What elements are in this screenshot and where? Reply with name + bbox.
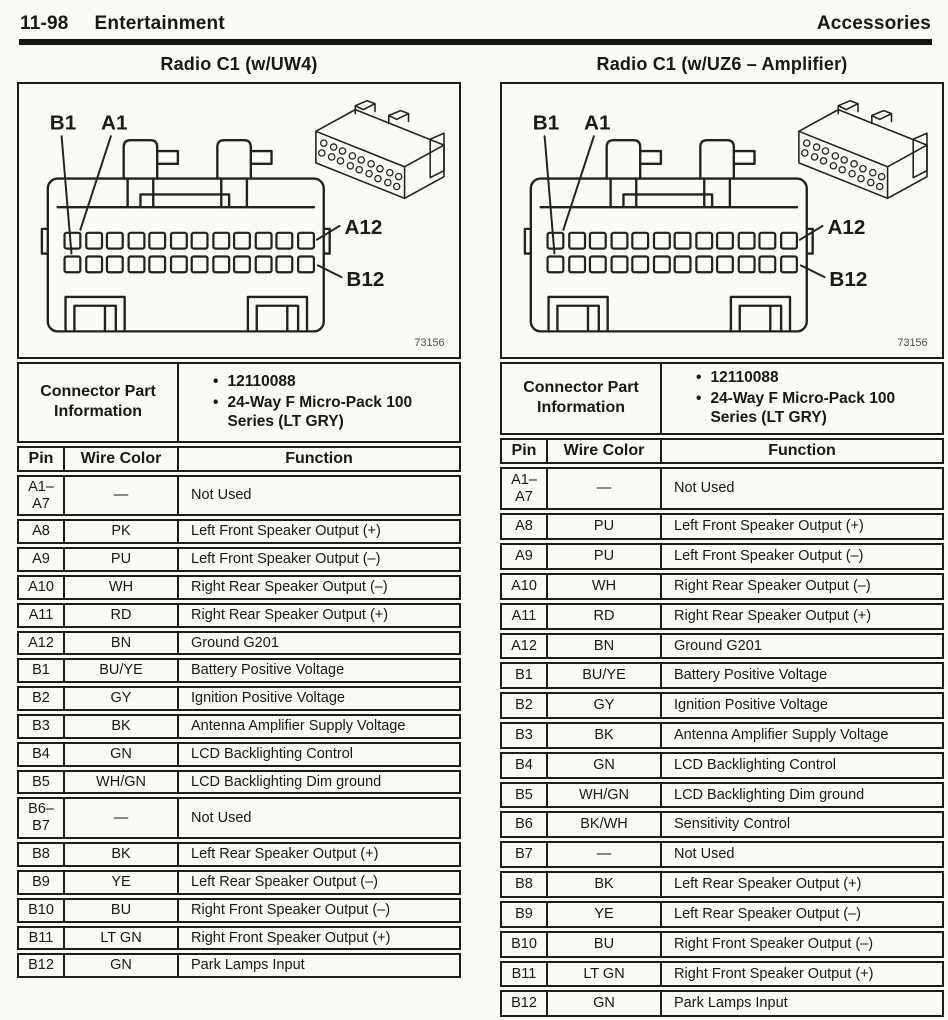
- wire-color-cell: GN: [548, 990, 662, 1017]
- function-cell: Ignition Positive Voltage: [179, 686, 461, 711]
- wire-color-cell: YE: [65, 870, 179, 895]
- pin-row: [17, 658, 461, 683]
- pin-row: [500, 901, 944, 928]
- wire-color-cell: GY: [548, 692, 662, 719]
- pin-cell: B3: [500, 722, 548, 749]
- pin-cell: B4: [17, 742, 65, 767]
- part-description-item: • 24-Way F Micro-Pack 100 Series (LT GRY): [696, 389, 896, 426]
- connector-3d-view: [799, 101, 927, 199]
- pin-cell: B6: [500, 811, 548, 838]
- connector-part-info-label: Connector Part Information: [500, 362, 662, 435]
- pin-row: [500, 811, 944, 838]
- wire-color-cell: BK: [548, 871, 662, 898]
- connector-line-art: [19, 84, 459, 357]
- function-cell: Not Used: [662, 467, 944, 511]
- column-header-row: [17, 446, 461, 472]
- page-header: [0, 0, 948, 35]
- function-cell: Sensitivity Control: [662, 811, 944, 838]
- pin-cell: A1– A7: [500, 467, 548, 511]
- pin-row: [17, 631, 461, 656]
- pin-row: [17, 898, 461, 923]
- connector-part-info-row: [500, 362, 944, 435]
- function-cell: LCD Backlighting Control: [179, 742, 461, 767]
- connector-part-numbers: [179, 362, 461, 443]
- wire-color-cell: GN: [548, 752, 662, 779]
- wire-color-cell: BN: [65, 631, 179, 656]
- pin-row: [500, 573, 944, 600]
- wire-color-cell: YE: [548, 901, 662, 928]
- wire-color-cell: BK/WH: [548, 811, 662, 838]
- pin-cell: A11: [17, 603, 65, 628]
- wire-color-cell: —: [548, 467, 662, 511]
- pin-cell: B8: [500, 871, 548, 898]
- wire-color-cell: RD: [548, 603, 662, 630]
- pin-row: [500, 871, 944, 898]
- wire-color-cell: BK: [65, 842, 179, 867]
- function-cell: Battery Positive Voltage: [179, 658, 461, 683]
- pin-cell: A12: [17, 631, 65, 656]
- wire-color-cell: BU/YE: [65, 658, 179, 683]
- pin-row: [17, 475, 461, 517]
- pin-cell: B11: [500, 961, 548, 988]
- pin-label-a1: A1: [101, 111, 128, 135]
- pin-cell: B10: [17, 898, 65, 923]
- pin-cell: B2: [17, 686, 65, 711]
- function-cell: Left Rear Speaker Output (+): [662, 871, 944, 898]
- pin-row: [500, 543, 944, 570]
- wire-color-cell: WH: [548, 573, 662, 600]
- pin-row: [500, 662, 944, 689]
- panel-radio-c1-uw4: [17, 51, 461, 981]
- function-cell: Not Used: [179, 475, 461, 517]
- function-cell: Park Lamps Input: [662, 990, 944, 1017]
- function-cell: Ground G201: [179, 631, 461, 656]
- pin-cell: A9: [500, 543, 548, 570]
- function-cell: Not Used: [662, 841, 944, 868]
- pin-row: [500, 467, 944, 511]
- wire-color-cell: —: [65, 475, 179, 517]
- pin-cell: B10: [500, 931, 548, 958]
- function-cell: Battery Positive Voltage: [662, 662, 944, 689]
- function-cell: Left Front Speaker Output (–): [179, 547, 461, 572]
- pin-cell: B6– B7: [17, 797, 65, 839]
- wire-color-cell: BK: [65, 714, 179, 739]
- pin-row: [17, 870, 461, 895]
- figure-number: 73156: [897, 337, 928, 350]
- wire-color-cell: PU: [548, 543, 662, 570]
- wire-color-cell: LT GN: [548, 961, 662, 988]
- pin-row: [17, 714, 461, 739]
- pin-row: [500, 931, 944, 958]
- function-cell: Right Front Speaker Output (–): [179, 898, 461, 923]
- pin-cell: A8: [17, 519, 65, 544]
- pin-row: [17, 742, 461, 767]
- function-cell: Park Lamps Input: [179, 953, 461, 978]
- wire-color-cell: —: [65, 797, 179, 839]
- pin-row: [17, 547, 461, 572]
- function-cell: LCD Backlighting Dim ground: [662, 782, 944, 809]
- pinout-table: [500, 359, 944, 1020]
- pin-cell: B5: [17, 770, 65, 795]
- panel-title: Radio C1 (w/UZ6 – Amplifier): [596, 54, 848, 74]
- pin-row: [500, 633, 944, 660]
- connector-part-numbers: [662, 362, 944, 435]
- pin-cell: A10: [500, 573, 548, 600]
- pin-cell: B8: [17, 842, 65, 867]
- connector-3d-view: [316, 101, 444, 199]
- part-number-item: • 12110088: [696, 369, 779, 386]
- pin-row: [17, 519, 461, 544]
- pin-grid: [548, 233, 797, 272]
- wire-color-cell: GY: [65, 686, 179, 711]
- pin-cell: A10: [17, 575, 65, 600]
- pin-cell: B5: [500, 782, 548, 809]
- bullet-icon: •: [213, 373, 219, 390]
- panel-title: Radio C1 (w/UW4): [160, 54, 318, 74]
- wire-color-cell: BU: [548, 931, 662, 958]
- pin-row: [17, 797, 461, 839]
- wire-color-cell: WH: [65, 575, 179, 600]
- function-cell: Right Rear Speaker Output (–): [662, 573, 944, 600]
- pin-cell: A11: [500, 603, 548, 630]
- pin-cell: B1: [500, 662, 548, 689]
- panel-radio-c1-uz6-amplifier: [500, 51, 944, 1020]
- wire-color-cell: WH/GN: [548, 782, 662, 809]
- function-cell: Right Front Speaker Output (–): [662, 931, 944, 958]
- pin-grid: [65, 233, 314, 272]
- column-header-pin: Pin: [17, 446, 65, 472]
- pin-row: [17, 603, 461, 628]
- panels-container: [0, 45, 948, 1020]
- wire-color-cell: LT GN: [65, 926, 179, 951]
- function-cell: LCD Backlighting Control: [662, 752, 944, 779]
- pin-row: [17, 770, 461, 795]
- function-cell: Left Front Speaker Output (–): [662, 543, 944, 570]
- bullet-icon: •: [213, 393, 219, 411]
- pin-cell: B4: [500, 752, 548, 779]
- connector-part-info-label: Connector Part Information: [17, 362, 179, 443]
- pin-label-a12: A12: [827, 215, 866, 239]
- wire-color-cell: PU: [65, 547, 179, 572]
- wire-color-cell: RD: [65, 603, 179, 628]
- pin-cell: B9: [17, 870, 65, 895]
- function-cell: Not Used: [179, 797, 461, 839]
- pin-row: [17, 926, 461, 951]
- connector-line-art: [502, 84, 942, 357]
- pin-row: [500, 603, 944, 630]
- pin-cell: B9: [500, 901, 548, 928]
- pin-row: [17, 686, 461, 711]
- function-cell: Right Rear Speaker Output (–): [179, 575, 461, 600]
- pin-cell: A1– A7: [17, 475, 65, 517]
- wire-color-cell: BU: [65, 898, 179, 923]
- function-cell: Right Front Speaker Output (+): [662, 961, 944, 988]
- pin-label-b12: B12: [829, 268, 868, 292]
- pin-row: [17, 953, 461, 978]
- page-number: 11-98: [20, 13, 69, 34]
- pin-cell: B2: [500, 692, 548, 719]
- pin-row: [17, 842, 461, 867]
- pin-cell: B11: [17, 926, 65, 951]
- pin-label-b12: B12: [346, 268, 385, 292]
- pin-cell: B12: [17, 953, 65, 978]
- wire-color-cell: BK: [548, 722, 662, 749]
- pin-row: [500, 961, 944, 988]
- section-title: Entertainment: [94, 13, 225, 34]
- pin-row: [500, 990, 944, 1017]
- pin-cell: B7: [500, 841, 548, 868]
- function-cell: Left Rear Speaker Output (–): [179, 870, 461, 895]
- wire-color-cell: BN: [548, 633, 662, 660]
- function-cell: Left Front Speaker Output (+): [662, 513, 944, 540]
- pin-label-b1: B1: [532, 111, 560, 135]
- function-cell: Left Front Speaker Output (+): [179, 519, 461, 544]
- connector-diagram: [17, 82, 461, 359]
- pin-label-a1: A1: [584, 111, 611, 135]
- header-left: [20, 13, 225, 35]
- pin-cell: B1: [17, 658, 65, 683]
- pinout-table: [17, 359, 461, 981]
- wire-color-cell: —: [548, 841, 662, 868]
- wire-color-cell: BU/YE: [548, 662, 662, 689]
- function-cell: Right Front Speaker Output (+): [179, 926, 461, 951]
- pin-row: [500, 782, 944, 809]
- column-header-function: Function: [179, 446, 461, 472]
- part-number-item: • 12110088: [213, 373, 296, 390]
- pin-label-b1: B1: [49, 111, 77, 135]
- column-header-pin: Pin: [500, 438, 548, 464]
- figure-number: 73156: [414, 337, 445, 350]
- wire-color-cell: PU: [548, 513, 662, 540]
- function-cell: Antenna Amplifier Supply Voltage: [179, 714, 461, 739]
- pin-row: [500, 513, 944, 540]
- pin-cell: A8: [500, 513, 548, 540]
- part-description-item: • 24-Way F Micro-Pack 100 Series (LT GRY): [213, 393, 413, 430]
- function-cell: Ground G201: [662, 633, 944, 660]
- function-cell: Right Rear Speaker Output (+): [662, 603, 944, 630]
- wire-color-cell: GN: [65, 953, 179, 978]
- bullet-icon: •: [696, 369, 702, 386]
- wire-color-cell: WH/GN: [65, 770, 179, 795]
- function-cell: Antenna Amplifier Supply Voltage: [662, 722, 944, 749]
- pin-row: [500, 841, 944, 868]
- wire-color-cell: GN: [65, 742, 179, 767]
- pin-row: [17, 575, 461, 600]
- pin-row: [500, 752, 944, 779]
- pin-cell: A12: [500, 633, 548, 660]
- pin-cell: B12: [500, 990, 548, 1017]
- wire-color-cell: PK: [65, 519, 179, 544]
- column-header-function: Function: [662, 438, 944, 464]
- function-cell: Left Rear Speaker Output (–): [662, 901, 944, 928]
- function-cell: Right Rear Speaker Output (+): [179, 603, 461, 628]
- function-cell: LCD Backlighting Dim ground: [179, 770, 461, 795]
- column-header-wire-color: Wire Color: [65, 446, 179, 472]
- bullet-icon: •: [696, 389, 702, 407]
- function-cell: Ignition Positive Voltage: [662, 692, 944, 719]
- pin-row: [500, 692, 944, 719]
- column-header-row: [500, 438, 944, 464]
- pin-row: [500, 722, 944, 749]
- header-right-label: Accessories: [816, 13, 931, 34]
- function-cell: Left Rear Speaker Output (+): [179, 842, 461, 867]
- connector-part-info-row: [17, 362, 461, 443]
- column-header-wire-color: Wire Color: [548, 438, 662, 464]
- pin-label-a12: A12: [344, 215, 383, 239]
- pin-cell: A9: [17, 547, 65, 572]
- pin-cell: B3: [17, 714, 65, 739]
- connector-diagram: [500, 82, 944, 359]
